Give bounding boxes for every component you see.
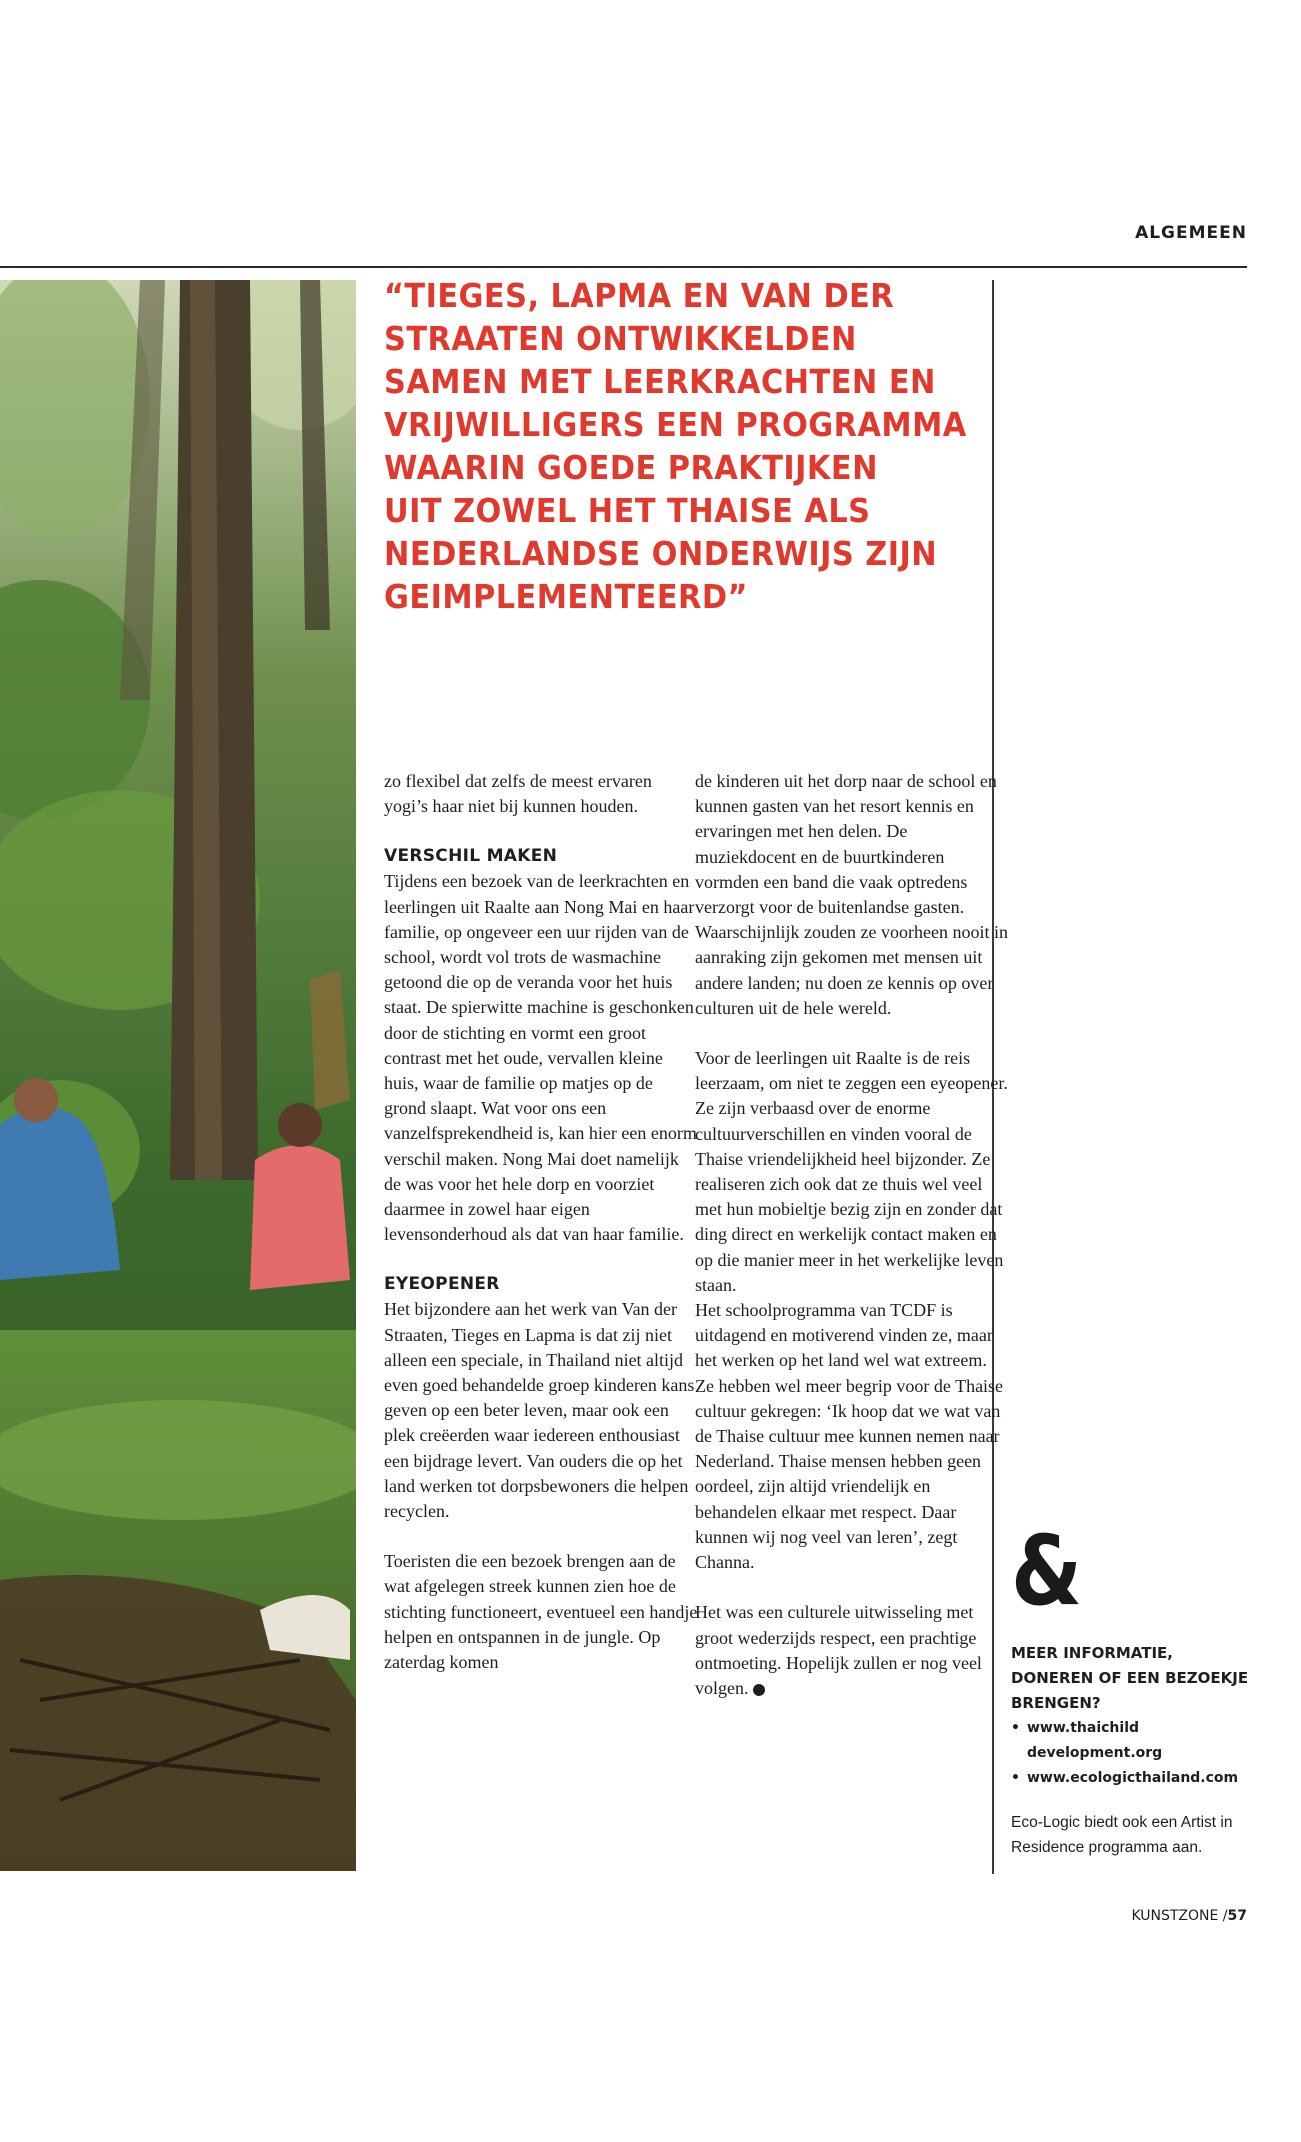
pull-quote-line: UIT ZOWEL HET THAISE ALS xyxy=(384,491,871,530)
sidebar-note: Eco-Logic biedt ook een Artist in Residence programma aan. xyxy=(1011,1814,1233,1856)
pull-quote-line: NEDERLANDSE ONDERWIJS ZIJN xyxy=(384,534,938,573)
end-mark-icon xyxy=(753,1684,765,1696)
pull-quote-line: SAMEN MET LEERKRACHTEN EN xyxy=(384,362,936,401)
body-paragraph: Het schoolprogramma van TCDF is uitdagend en motiverend vinden ze, maar het werken op het land wel wat extreem. xyxy=(695,1300,993,1371)
body-paragraph: Tijdens een bezoek van de leerkrachten en leerlingen uit Raalte aan Nong Mai en haar familie, op ongeveer een uur rijden van de school, wordt vol trots de wasmachine getoond die op de veranda voor het huis staat. De spierwitte machine is geschonken door de stichting en vormt een groot contrast met het oude, vervallen kleine huis, waar de familie op matjes op de grond slaapt. Wat voor ons een vanzelfsprekendheid is, kan hier een enorm verschil maken. Nong Mai doet namelijk de was voor het hele dorp en voorziet daarmee in zowel haar eigen levensonderhoud als dat van haar familie. xyxy=(384,871,697,1245)
pull-quote-line: STRAATEN ONTWIKKELDEN xyxy=(384,319,857,358)
sidebar-heading: MEER INFORMATIE, DONEREN OF EEN BEZOEKJE BRENGEN? xyxy=(1011,1644,1249,1712)
pull-quote-line: GEIMPLEMENTEERD” xyxy=(384,577,748,616)
ampersand-icon: & xyxy=(1011,1515,1083,1627)
subheading-eyeopener: EYEOPENER xyxy=(384,1274,500,1295)
link-ecologic[interactable]: • www.ecologicthailand.com xyxy=(1011,1766,1251,1791)
body-paragraph: Het bijzondere aan het werk van Van der Straaten, Tieges en Lapma is dat zij niet alleen een speciale, in Thailand niet altijd even goed behandelde groep kinderen kans geven op een beter leven, maar ook een plek creëerden waar iedereen enthousiast een bijdrage levert. Van ouders die op het land werken tot dorpsbewoners die helpen recyclen. xyxy=(384,1299,695,1522)
pull-quote-line: VRIJWILLIGERS EEN PROGRAMMA xyxy=(384,405,967,444)
closing-text: Het was een culturele uitwisseling met groot wederzijds respect, een prachtige ontmoeting. Hopelijk zullen er nog veel volgen. xyxy=(695,1602,982,1698)
body-paragraph: Toeristen die een bezoek brengen aan de wat afgelegen streek kunnen zien hoe de stichting functioneert, eventueel een handje helpen en ontspannen in de jungle. Op zaterdag komen xyxy=(384,1551,698,1673)
body-paragraph: Voor de leerlingen uit Raalte is de reis leerzaam, om niet te zeggen een eyeopener. Ze zijn verbaasd over de enorme cultuurverschillen en vinden vooral de Thaise vriendelijkheid heel bijzonder. Ze realiseren zich ook dat ze thuis wel veel met hun mobieltje bezig zijn en zonder dat ding direct en werkelijk contact maken en op die manier meer in het werkelijke leven staan. xyxy=(695,1048,1008,1295)
closing-paragraph xyxy=(695,1600,1010,1701)
page-number: 57 xyxy=(1227,1908,1247,1924)
footer-separator: / xyxy=(1222,1908,1228,1924)
pull-quote-line: WAARIN GOEDE PRAKTIJKEN xyxy=(384,448,878,487)
pull-quote xyxy=(384,274,967,618)
pull-quote-line: “TIEGES, LAPMA EN VAN DER xyxy=(384,276,895,315)
sidebar-links xyxy=(1011,1716,1251,1791)
subheading-verschil-maken: VERSCHIL MAKEN xyxy=(384,846,558,867)
body-paragraph: Ze hebben wel meer begrip voor de Thaise cultuur gekregen: ‘Ik hoop dat we wat van de Thaise cultuur mee kunnen nemen naar Nederland. Thaise mensen hebben geen oordeel, zijn altijd vriendelijk en behandelen elkaar met respect. Daar kunnen wij nog veel van leren’, zegt Channa. xyxy=(695,1375,1004,1573)
link-thaichild[interactable]: • www.thaichild development.org xyxy=(1011,1716,1251,1766)
article-column-2 xyxy=(695,769,1010,1701)
article-column-1 xyxy=(384,769,699,1675)
section-label: ALGEMEEN xyxy=(1135,223,1247,243)
jungle-photo xyxy=(0,280,356,1871)
page-footer xyxy=(1131,1908,1247,1924)
info-sidebar xyxy=(1011,1515,1251,1860)
intro-paragraph: zo flexibel dat zelfs de meest ervaren yogi’s haar niet bij kunnen houden. xyxy=(384,771,652,817)
magazine-name: KUNSTZONE xyxy=(1131,1908,1219,1924)
top-rule xyxy=(0,266,1247,268)
body-paragraph: de kinderen uit het dorp naar de school en kunnen gasten van het resort kennis en ervaringen met hen delen. De muziekdocent en de buurtkinderen vormden een band die vaak optredens verzorgt voor de buitenlandse gasten. Waarschijnlijk zouden ze voorheen nooit in aanraking zijn gekomen met mensen uit andere landen; nu doen ze kennis op over culturen uit de hele wereld. xyxy=(695,771,1008,1018)
